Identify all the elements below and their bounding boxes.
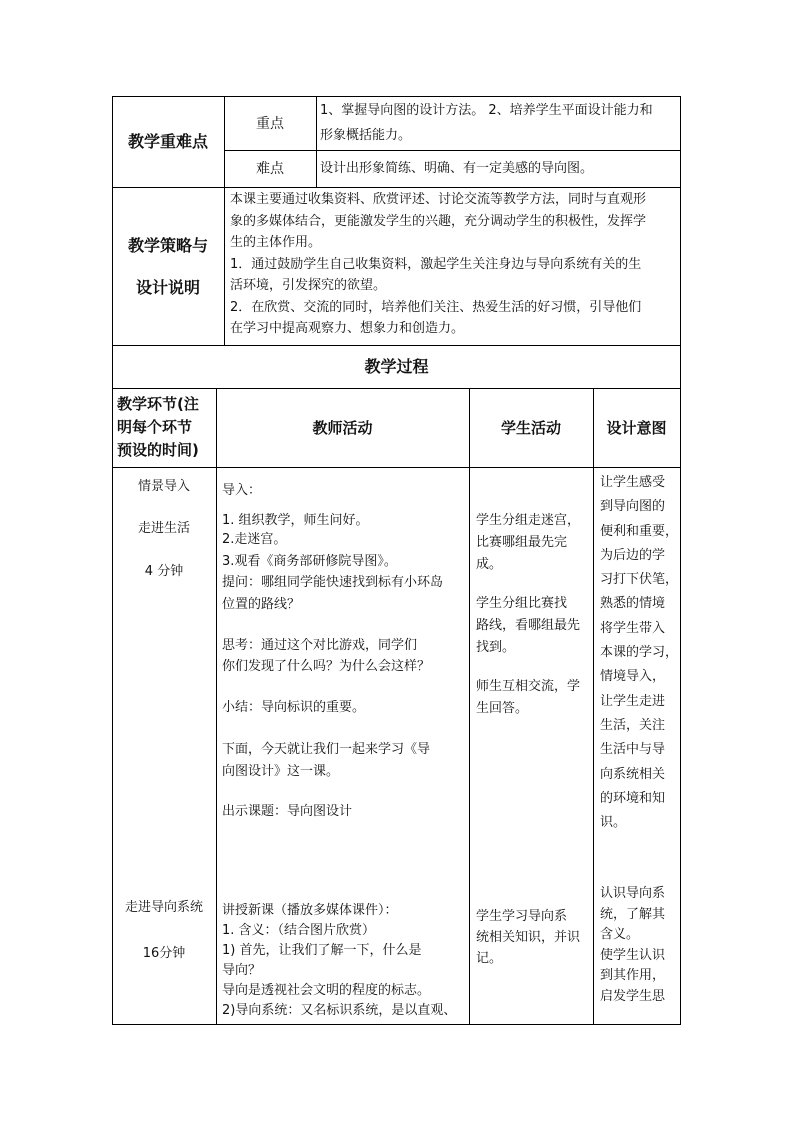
strategy-top-border: [112, 187, 681, 188]
difficult-point-label: 难点: [256, 161, 284, 177]
strategy-label-line1: 教学策略与: [127, 236, 208, 255]
stage-1-sub: 走进生活: [137, 521, 190, 536]
teacher-activity-2: 讲授新课（播放多媒体课件）： 1. 含义：（结合图片欣赏） 1) 首先，让我们了解一下，什么是 导向？ 导向是透视社会文明的程度的标志。 2)导向系统：又名标识系统，是以直观、: [222, 903, 457, 1018]
stage-col-divider: [216, 388, 217, 1025]
student-activity-header: 学生活动: [500, 419, 561, 437]
strategy-text: 本课主要通过收集资料、欣赏评述、讨论交流等教学方法，同时与直观形 象的多媒体结合，更能激发学生的兴趣，充分调动学生的积极性，发挥学 生的主体作用。 1．通过鼓励学生自己收集资料，激起学生关注身边与导向系统有关的生 活环境，引发探究的欲望。 2．在欣赏、交流的同时，培养他们关注、热爱生活的好习惯，引导他们 在学习中提高观察力、想象力和创造力。: [230, 192, 647, 336]
difficult-point-text: 设计出形象简练、明确、有一定美感的导向图。: [320, 161, 594, 176]
key-point-text: 1、掌握导向图的设计方法。 2、培养学生平面设计能力和 形象概括能力。: [320, 103, 653, 143]
student-activity-2: 学生学习导向系 统相关知识，并识 记。: [476, 909, 581, 966]
process-top-border: [112, 345, 681, 346]
header-top-border: [112, 388, 681, 389]
stage-1-time: 4 分钟: [144, 564, 184, 579]
design-intent-1: 让学生感受 到导向图的 便利和重要， 为后边的学 习打下伏笔， 熟悉的情境 将学生带入 本课的学习， 情境导入， 让学生走进 生活，关注 生活中与导 向系统相关 的环境和知 识。: [600, 475, 679, 831]
key-point-label: 重点: [256, 116, 284, 132]
top-sublabel-divider: [316, 96, 317, 188]
teacher-col-divider: [469, 388, 470, 1025]
table-right-border: [680, 96, 681, 1025]
design-intent-2: 认识导向系 统，了解其 含义。 使学生认识 到其作用， 启发学生思: [600, 886, 666, 1004]
stage-2-time: 16分钟: [142, 946, 186, 961]
header-bottom-border: [112, 467, 681, 468]
table-top-border: [112, 96, 681, 97]
stage-2-name: 走进导向系统: [124, 900, 203, 915]
table-bottom-border: [112, 1024, 681, 1025]
key-difficult-label: 教学重难点: [127, 132, 208, 151]
stage-1-name: 情景导入: [137, 479, 190, 494]
student-col-divider: [593, 388, 594, 1025]
teacher-activity-header: 教师活动: [312, 419, 373, 437]
stage-header: 教学环节(注 明每个环节 预设的时间): [117, 395, 199, 459]
design-intent-header: 设计意图: [606, 419, 667, 437]
key-diff-divider: [224, 150, 681, 151]
process-title: 教学过程: [364, 357, 429, 376]
strategy-label-line2: 设计说明: [135, 278, 200, 297]
